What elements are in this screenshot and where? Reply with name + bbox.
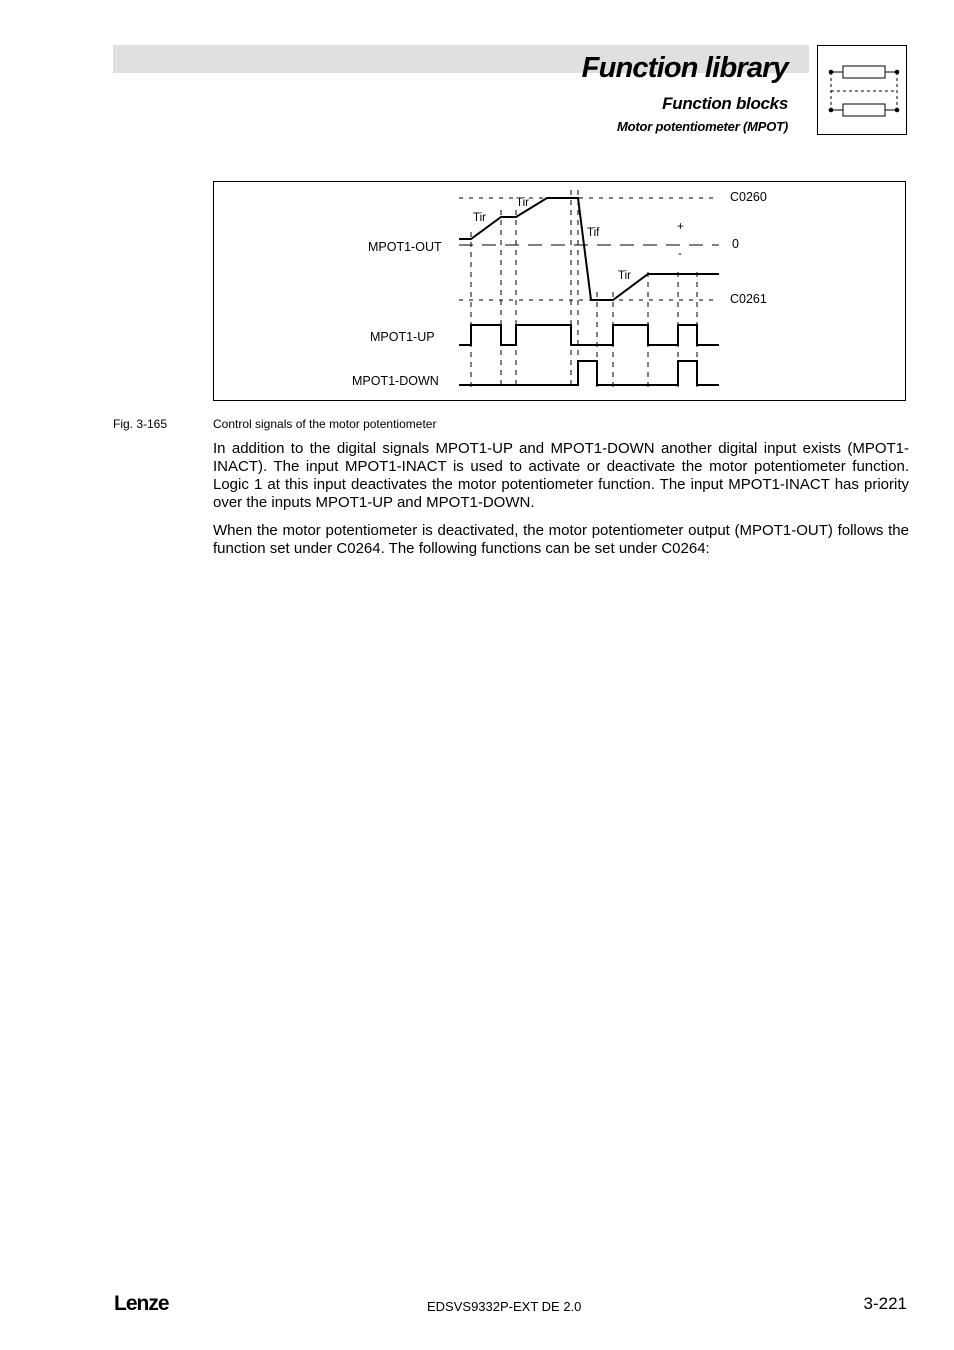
section-title: Motor potentiometer (MPOT) — [616, 119, 788, 134]
lenze-logo: Lenze — [114, 1292, 169, 1315]
mpot-out-label: MPOT1-OUT — [368, 240, 442, 254]
timing-diagram-graphic — [214, 182, 907, 402]
tif-label: Tif — [587, 227, 600, 239]
tir-label-1: Tir — [473, 212, 486, 224]
timing-diagram — [213, 181, 906, 401]
plus-label: + — [677, 221, 684, 233]
figure-caption: Control signals of the motor potentiometer — [213, 417, 437, 431]
page-number: 3-221 — [863, 1294, 907, 1313]
paragraph-deactivated: When the motor potentiometer is deactivated, the motor potentiometer output (MPOT1-OUT) follows the function set under C0264. The following functions can be set under C0264: — [213, 522, 909, 557]
page-title: Function library — [581, 52, 788, 84]
tir-label-3: Tir — [618, 270, 631, 282]
lower-limit-label: C0261 — [730, 292, 767, 306]
paragraph-inact: In addition to the digital signals MPOT1-UP and MPOT1-DOWN another digital input exists (MPOT1-INACT). The input MPOT1-INACT is used to activate or deactivate the motor potentiometer function. Logic 1 at this input deactivates the motor potentiometer function. The input MPOT1-INACT has priority over the inputs MPOT1-UP and MPOT1-DOWN. — [213, 440, 909, 511]
page-subtitle: Function blocks — [662, 94, 788, 113]
upper-limit-label: C0260 — [730, 190, 767, 204]
tir-label-2: Tir — [516, 197, 529, 209]
figure-number: Fig. 3-165 — [113, 417, 168, 431]
minus-label: - — [678, 248, 682, 260]
mpot-up-waveform — [459, 325, 719, 345]
function-block-icon — [817, 45, 907, 135]
document-id: EDSVS9332P-EXT DE 2.0 — [427, 1299, 582, 1314]
mpot-up-label: MPOT1-UP — [370, 330, 435, 344]
mpot-down-label: MPOT1-DOWN — [352, 374, 439, 388]
mpot-down-waveform — [459, 361, 719, 385]
zero-label: 0 — [732, 237, 739, 251]
